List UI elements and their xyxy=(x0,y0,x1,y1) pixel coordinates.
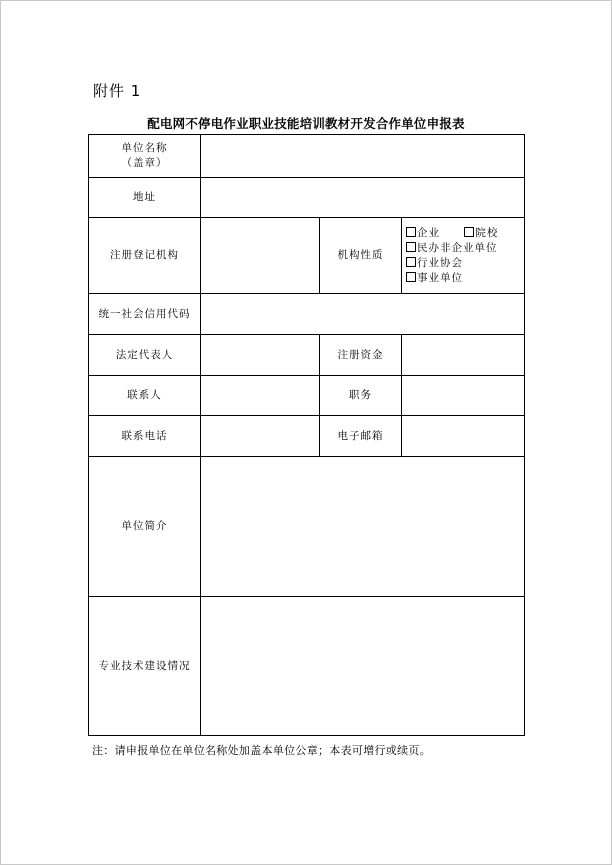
phone-field[interactable] xyxy=(201,416,320,457)
registration-field[interactable] xyxy=(201,218,320,294)
checkbox-icon[interactable] xyxy=(406,257,416,267)
unit-name-label-cell xyxy=(89,135,201,178)
address-field[interactable] xyxy=(201,178,525,218)
unit-name-sublabel: （盖章） xyxy=(121,157,168,169)
option-enterprise-label: 企业 xyxy=(417,226,440,239)
row-contact xyxy=(89,376,525,416)
contact-label: 联系人 xyxy=(89,376,201,416)
email-field[interactable] xyxy=(402,416,525,457)
address-label: 地址 xyxy=(89,178,201,218)
credit-code-field[interactable] xyxy=(201,294,525,335)
contact-field[interactable] xyxy=(201,376,320,416)
option-private-nonenterprise[interactable] xyxy=(406,241,498,256)
unit-name-label: 单位名称 xyxy=(121,142,168,154)
application-form-table xyxy=(88,134,525,736)
option-private-nonenterprise-label: 民办非企业单位 xyxy=(417,241,498,254)
phone-label: 联系电话 xyxy=(89,416,201,457)
checkbox-icon[interactable] xyxy=(406,272,416,282)
unit-name-field[interactable] xyxy=(201,135,525,178)
row-intro xyxy=(89,457,525,597)
row-tech xyxy=(89,597,525,736)
legal-rep-field[interactable] xyxy=(201,335,320,376)
nature-label: 机构性质 xyxy=(320,218,402,294)
checkbox-icon[interactable] xyxy=(406,242,416,252)
nature-options-line-4 xyxy=(406,271,524,286)
checkbox-icon[interactable] xyxy=(464,227,474,237)
attachment-label: 附件 1 xyxy=(93,82,142,100)
option-industry-association-label: 行业协会 xyxy=(417,256,463,269)
row-phone xyxy=(89,416,525,457)
capital-label: 注册资金 xyxy=(320,335,402,376)
nature-options-line-2 xyxy=(406,241,524,256)
tech-label: 专业技术建设情况 xyxy=(89,597,201,736)
registration-label: 注册登记机构 xyxy=(89,218,201,294)
row-registration xyxy=(89,218,525,294)
row-legal-rep xyxy=(89,335,525,376)
option-college-label: 院校 xyxy=(475,226,499,239)
position-label: 职务 xyxy=(320,376,402,416)
tech-field[interactable] xyxy=(201,597,525,736)
intro-label: 单位简介 xyxy=(89,457,201,597)
row-credit-code xyxy=(89,294,525,335)
position-field[interactable] xyxy=(402,376,525,416)
row-address xyxy=(89,178,525,218)
nature-options-line-3 xyxy=(406,256,524,271)
email-label: 电子邮箱 xyxy=(320,416,402,457)
row-unit-name xyxy=(89,135,525,178)
credit-code-label: 统一社会信用代码 xyxy=(89,294,201,335)
legal-rep-label: 法定代表人 xyxy=(89,335,201,376)
intro-field[interactable] xyxy=(201,457,525,597)
footnote: 注：请申报单位在单位名称处加盖本单位公章；本表可增行或续页。 xyxy=(92,744,431,757)
option-public-institution[interactable] xyxy=(406,271,463,286)
checkbox-icon[interactable] xyxy=(406,227,416,237)
form-title: 配电网不停电作业职业技能培训教材开发合作单位申报表 xyxy=(147,116,465,131)
option-public-institution-label: 事业单位 xyxy=(417,271,463,284)
nature-options-line-1 xyxy=(406,226,524,241)
option-enterprise[interactable] xyxy=(406,226,440,241)
capital-field[interactable] xyxy=(402,335,525,376)
nature-options xyxy=(402,218,525,294)
option-industry-association[interactable] xyxy=(406,256,463,271)
option-college[interactable] xyxy=(464,226,498,241)
